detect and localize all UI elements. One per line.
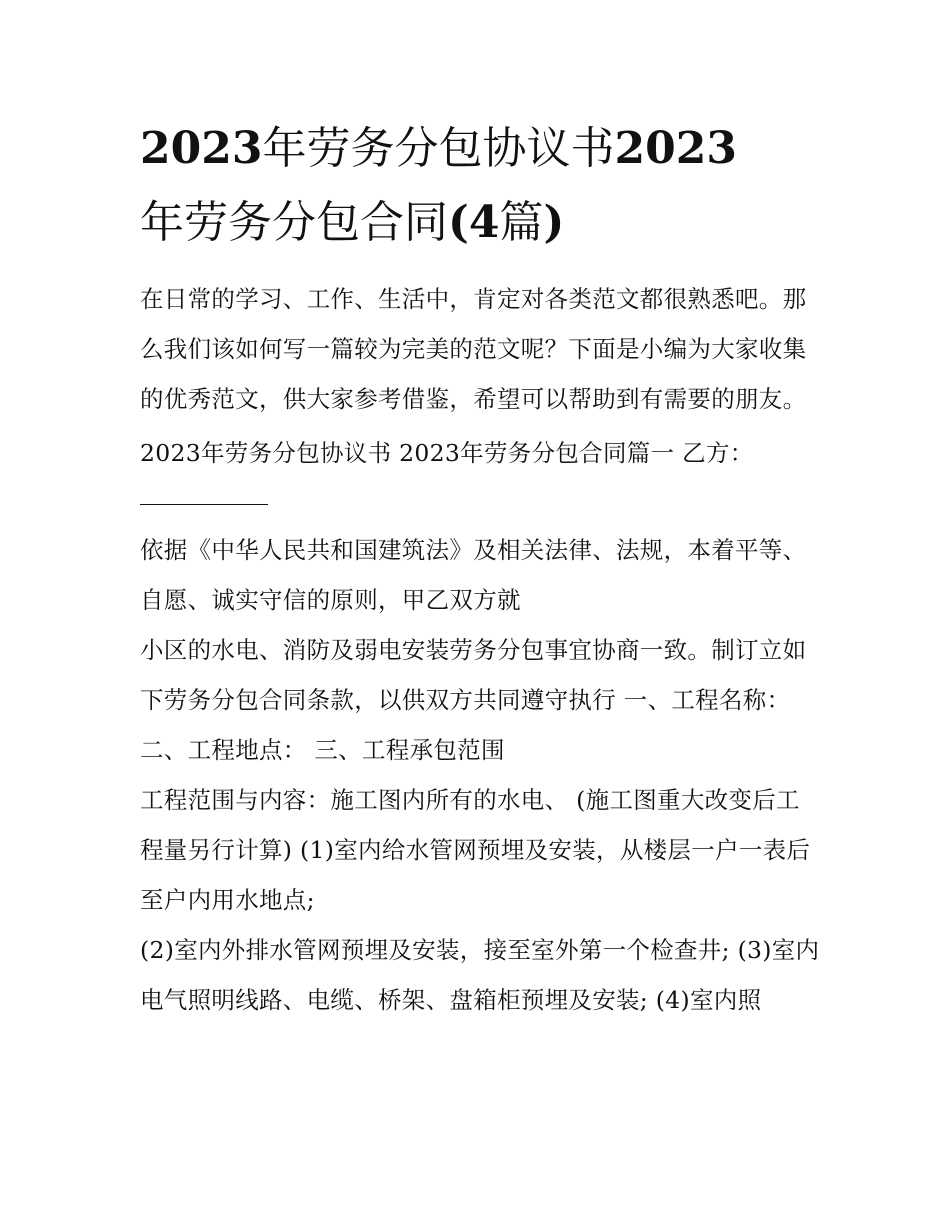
blank-fill-line: [140, 504, 268, 505]
body-paragraph: 小区的水电、消防及弱电安装劳务分包事宜协商一致。制订立如下劳务分包合同条款，以供双方共同遵守执行 一、工程名称： 二、工程地点： 三、工程承包范围: [140, 636, 807, 764]
body-paragraph: 依据《中华人民共和国建筑法》及相关法律、法规，本着平等、自愿、诚实守信的原则，甲乙双方就: [140, 536, 807, 614]
section-heading: 2023年劳务分包协议书 2023年劳务分包合同篇一 乙方：: [140, 439, 754, 467]
title-text-2: 年劳务分包合同: [140, 197, 448, 248]
document-page: [140, 112, 820, 1025]
title-year-2: 2023: [614, 123, 737, 174]
intro-paragraph: 在日常的学习、工作、生活中，肯定对各类范文都很熟悉吧。那么我们该如何写一篇较为完美的范文呢？下面是小编为大家收集的优秀范文，供大家参考借鉴，希望可以帮助到有需要的朋友。: [140, 285, 807, 413]
body-paragraph: 工程范围与内容：施工图内所有的水电、 (施工图重大改变后工程量另行计算) (1)室内给水管网预埋及安装，从楼层一户一表后至户内用水地点;: [140, 786, 811, 914]
body-paragraph: (2)室内外排水管网预埋及安装，接至室外第一个检查井; (3)室内电气照明线路、电缆、桥架、盘箱柜预埋及安装; (4)室内照: [140, 936, 820, 1014]
title-text-1: 年劳务分包协议书: [262, 123, 615, 174]
title-count: (4: [448, 197, 500, 248]
document-title: [140, 112, 820, 260]
title-unit: 篇: [499, 197, 544, 248]
title-year-1: 2023: [140, 123, 263, 174]
title-close-paren: ): [543, 197, 565, 248]
